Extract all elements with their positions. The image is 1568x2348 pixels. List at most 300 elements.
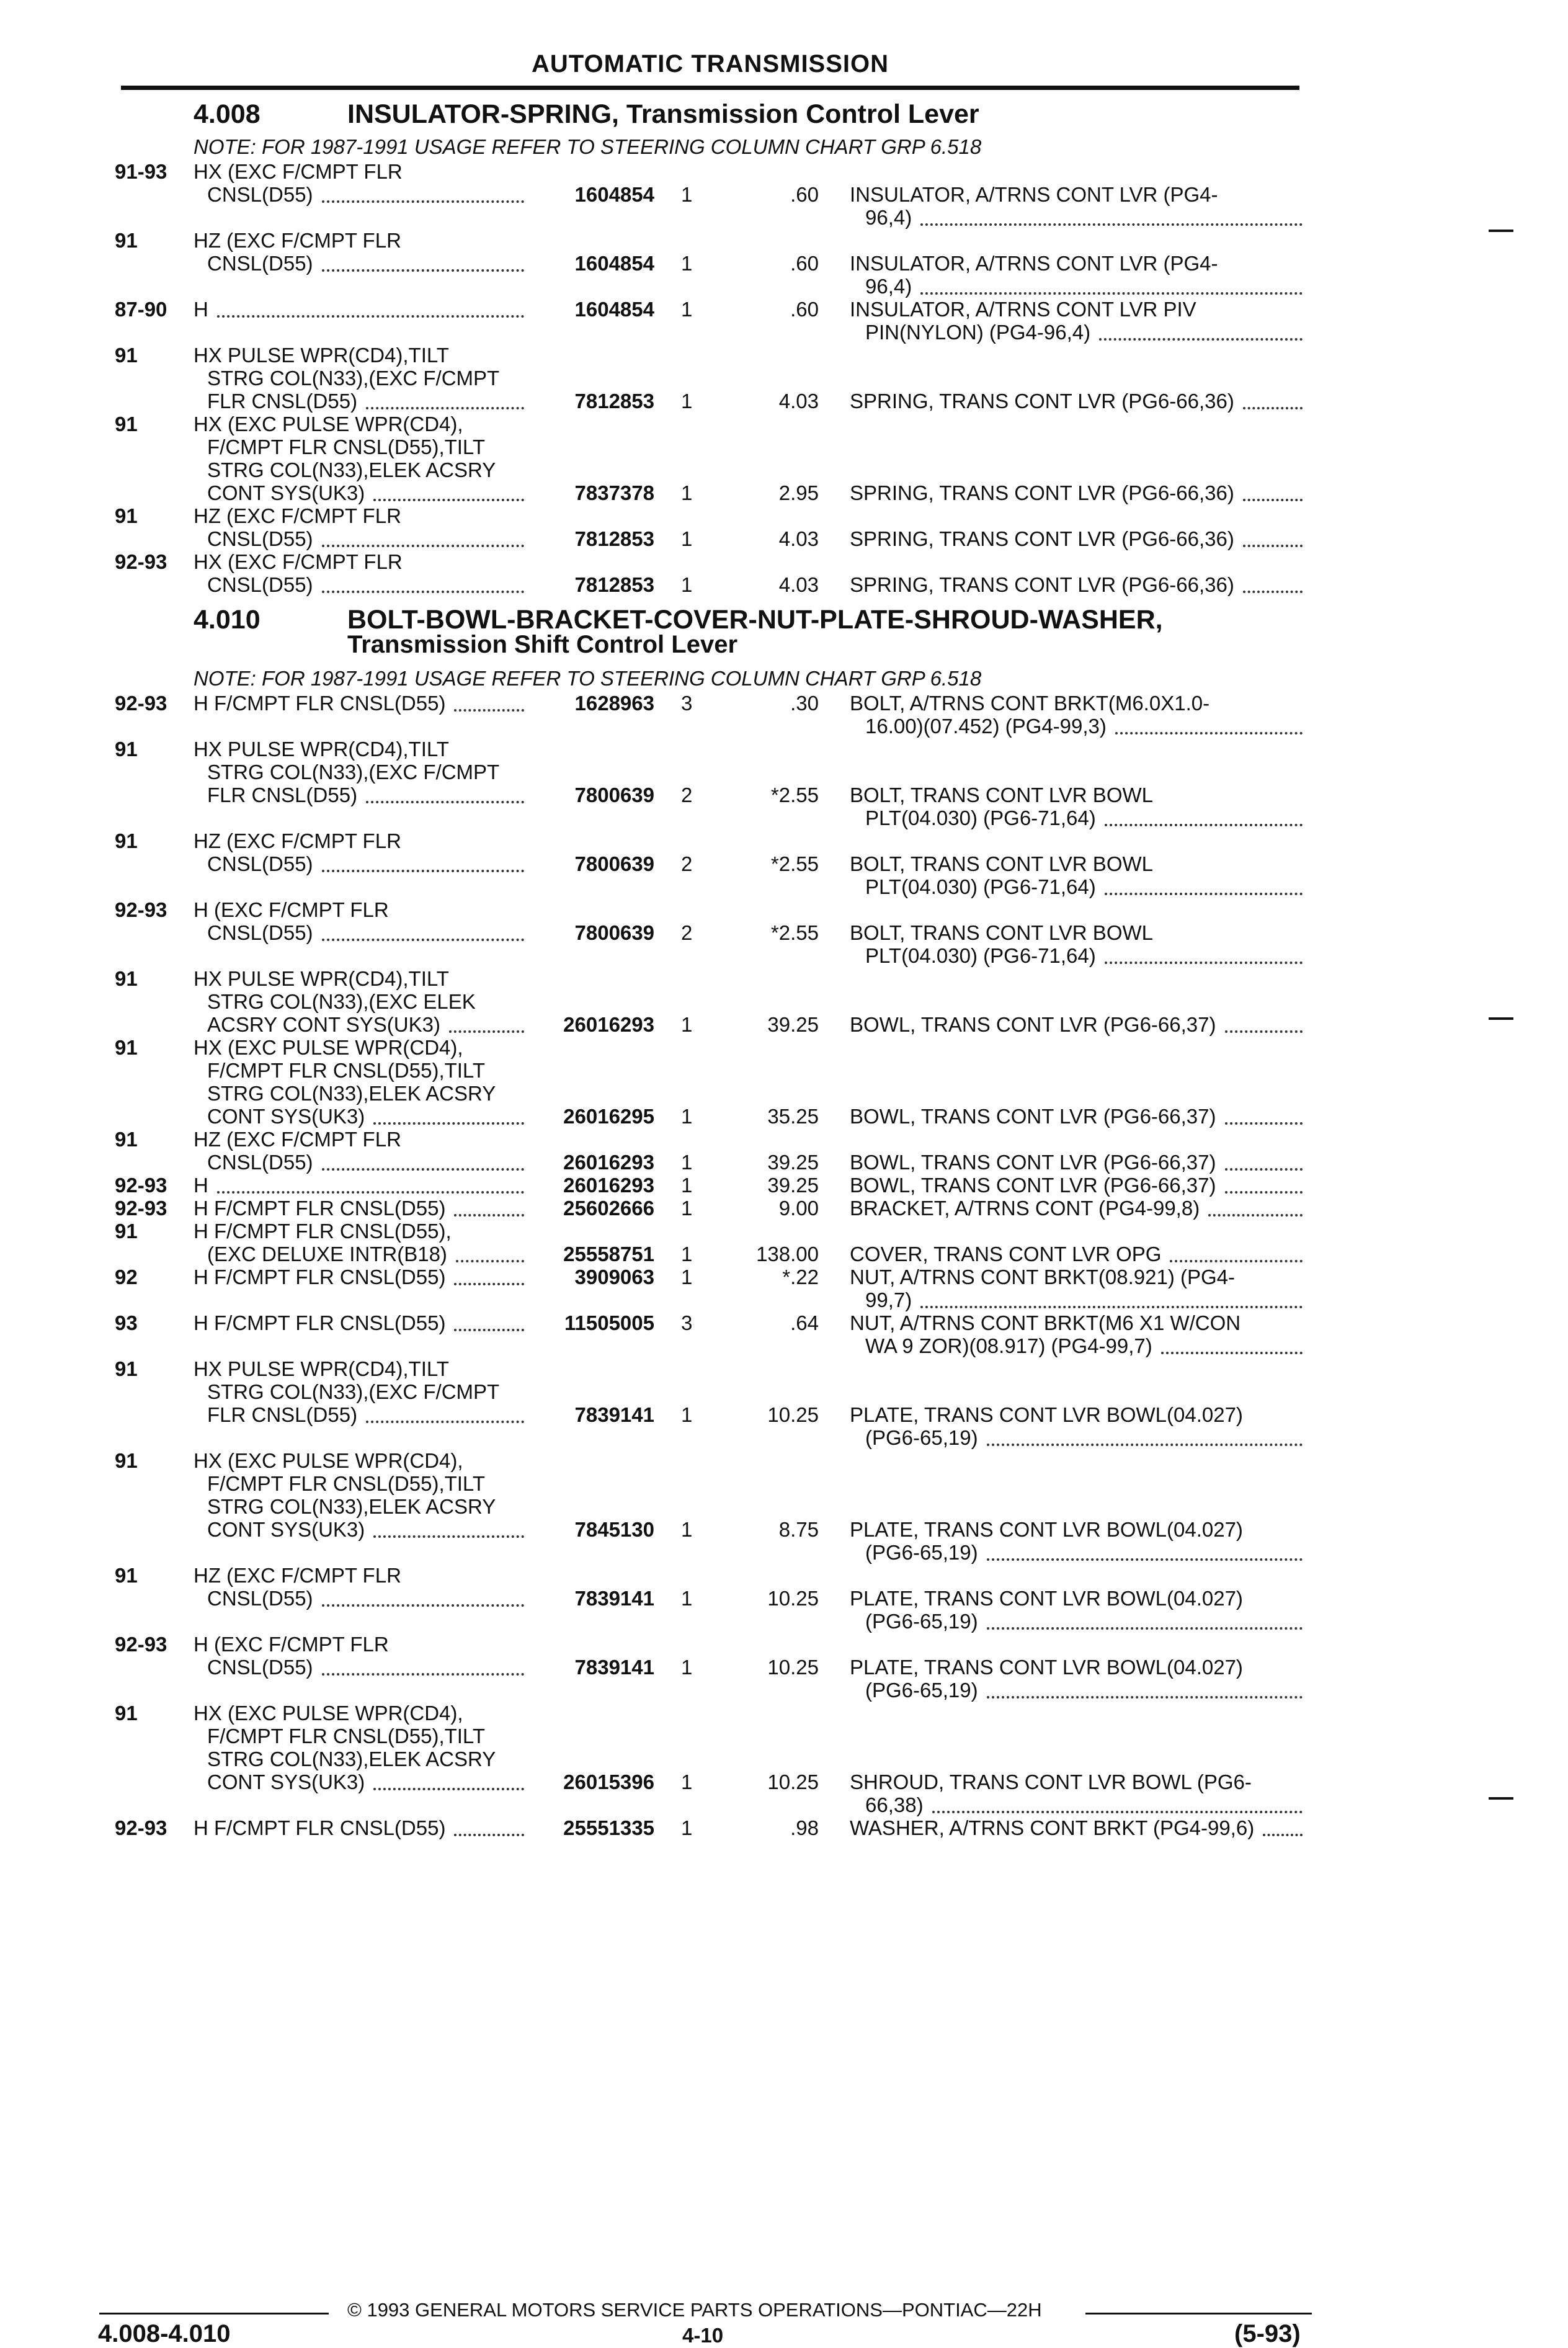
entry-line xyxy=(0,783,1568,806)
dot-leader xyxy=(987,1604,1303,1630)
dot-leader xyxy=(987,1535,1303,1561)
model-usage: H F/CMPT FLR CNSL(D55) xyxy=(194,1266,446,1288)
entry-line xyxy=(0,1426,1568,1449)
catalog-section xyxy=(0,605,1568,1839)
parts-entry xyxy=(0,692,1568,738)
section-note: NOTE: FOR 1987-1991 USAGE REFER TO STEERING COLUMN CHART GRP 6.518 xyxy=(194,667,982,690)
entry-line xyxy=(0,344,1568,367)
dot-leader xyxy=(454,1811,524,1836)
model-usage: CONT SYS(UK3) xyxy=(207,481,365,504)
parts-entry xyxy=(0,829,1568,898)
entry-line xyxy=(0,921,1568,944)
part-description: INSULATOR, A/TRNS CONT LVR PIV xyxy=(850,298,1196,321)
dot-leader xyxy=(322,1145,524,1171)
parts-entry xyxy=(0,1311,1568,1357)
entry-line xyxy=(0,390,1568,413)
parts-entry xyxy=(0,1220,1568,1266)
dot-leader xyxy=(1099,315,1303,341)
part-description: WA 9 ZOR)(08.917) (PG4-99,7) xyxy=(865,1334,1152,1357)
model-usage: H F/CMPT FLR CNSL(D55), xyxy=(194,1220,452,1243)
entry-line xyxy=(0,1266,1568,1288)
dot-leader xyxy=(1105,939,1303,964)
entry-line xyxy=(0,504,1568,527)
model-usage: HX PULSE WPR(CD4),TILT xyxy=(194,1357,449,1380)
section-heading xyxy=(0,605,1568,666)
dot-leader xyxy=(1225,1099,1303,1125)
price: 10.25 xyxy=(767,1656,819,1679)
part-description: SPRING, TRANS CONT LVR (PG6-66,36) xyxy=(850,573,1234,596)
quantity: 1 xyxy=(681,1197,693,1220)
part-description: BOWL, TRANS CONT LVR (PG6-66,37) xyxy=(850,1151,1216,1174)
dot-leader xyxy=(920,200,1303,226)
footer-date: (5-93) xyxy=(1234,2320,1301,2347)
model-usage: HZ (EXC F/CMPT FLR xyxy=(194,504,401,527)
part-number: 7839141 xyxy=(574,1403,654,1426)
model-year: 91 xyxy=(115,504,138,527)
parts-entry xyxy=(0,298,1568,344)
dot-leader xyxy=(1208,1191,1303,1216)
entry-line xyxy=(0,1564,1568,1587)
part-description: NUT, A/TRNS CONT BRKT(M6 X1 W/CON xyxy=(850,1311,1241,1334)
dot-leader xyxy=(1161,1329,1303,1354)
dot-leader xyxy=(366,778,524,803)
part-number: 7837378 xyxy=(574,481,654,504)
part-description: SPRING, TRANS CONT LVR (PG6-66,36) xyxy=(850,390,1234,413)
part-description: PLT(04.030) (PG6-71,64) xyxy=(865,875,1096,898)
model-year: 92-93 xyxy=(115,898,167,921)
part-description: BOWL, TRANS CONT LVR (PG6-66,37) xyxy=(850,1013,1216,1036)
part-description: (PG6-65,19) xyxy=(865,1610,978,1633)
model-usage: CNSL(D55) xyxy=(207,183,313,206)
entry-line xyxy=(0,1610,1568,1633)
part-number: 7800639 xyxy=(574,783,654,806)
quantity: 2 xyxy=(681,852,693,875)
model-usage: HZ (EXC F/CMPT FLR xyxy=(194,1564,401,1587)
model-year: 92-93 xyxy=(115,1816,167,1839)
margin-mark xyxy=(1489,230,1513,232)
price: .64 xyxy=(790,1311,819,1334)
entry-line xyxy=(0,413,1568,435)
model-usage: STRG COL(N33),ELEK ACSRY xyxy=(207,1082,496,1105)
dot-leader xyxy=(373,1099,524,1125)
parts-entry xyxy=(0,504,1568,550)
quantity: 1 xyxy=(681,527,693,550)
price: 10.25 xyxy=(767,1587,819,1610)
entry-line xyxy=(0,1357,1568,1380)
entry-line xyxy=(0,990,1568,1013)
model-usage: (EXC DELUXE INTR(B18) xyxy=(207,1243,447,1266)
part-description: (PG6-65,19) xyxy=(865,1679,978,1702)
dot-leader xyxy=(454,1191,524,1216)
parts-entry xyxy=(0,967,1568,1036)
model-usage: CNSL(D55) xyxy=(207,1151,313,1174)
model-year: 92-93 xyxy=(115,692,167,715)
price: 2.95 xyxy=(778,481,819,504)
model-usage: CNSL(D55) xyxy=(207,573,313,596)
model-usage: CNSL(D55) xyxy=(207,1587,313,1610)
quantity: 1 xyxy=(681,1151,693,1174)
dot-leader xyxy=(322,847,524,872)
entry-line xyxy=(0,160,1568,183)
quantity: 1 xyxy=(681,1403,693,1426)
page-title: AUTOMATIC TRANSMISSION xyxy=(531,50,889,78)
price: 10.25 xyxy=(767,1770,819,1793)
model-usage: HX (EXC PULSE WPR(CD4), xyxy=(194,1036,463,1059)
dot-leader xyxy=(454,686,524,712)
model-year: 91-93 xyxy=(115,160,167,183)
entry-line xyxy=(0,458,1568,481)
entry-line xyxy=(0,1197,1568,1220)
entry-line xyxy=(0,852,1568,875)
model-usage: CONT SYS(UK3) xyxy=(207,1518,365,1541)
part-number: 7800639 xyxy=(574,921,654,944)
entry-line xyxy=(0,1793,1568,1816)
model-year: 92-93 xyxy=(115,1174,167,1197)
parts-list xyxy=(0,692,1568,1839)
entry-line xyxy=(0,806,1568,829)
part-description: INSULATOR, A/TRNS CONT LVR (PG4- xyxy=(850,252,1218,275)
page-header xyxy=(121,48,1299,90)
dot-leader xyxy=(366,1398,524,1423)
part-description: (PG6-65,19) xyxy=(865,1426,978,1449)
model-usage: HZ (EXC F/CMPT FLR xyxy=(194,829,401,852)
dot-leader xyxy=(322,916,524,941)
price: 9.00 xyxy=(778,1197,819,1220)
entry-line xyxy=(0,761,1568,783)
model-usage: H (EXC F/CMPT FLR xyxy=(194,898,389,921)
part-number: 3909063 xyxy=(574,1266,654,1288)
part-description: WASHER, A/TRNS CONT BRKT (PG4-99,6) xyxy=(850,1816,1255,1839)
entry-line xyxy=(0,252,1568,275)
parts-list xyxy=(0,160,1568,596)
price: 4.03 xyxy=(778,390,819,413)
entry-line xyxy=(0,1403,1568,1426)
part-number: 7812853 xyxy=(574,573,654,596)
parts-entry xyxy=(0,1266,1568,1311)
dot-leader xyxy=(987,1673,1303,1699)
catalog-section xyxy=(0,99,1568,596)
footer-copyright: © 1993 GENERAL MOTORS SERVICE PARTS OPERATIONS—PONTIAC—22H xyxy=(347,2299,1042,2321)
part-description: PLATE, TRANS CONT LVR BOWL(04.027) xyxy=(850,1403,1243,1426)
model-year: 91 xyxy=(115,344,138,367)
model-year: 91 xyxy=(115,1036,138,1059)
model-usage: HZ (EXC F/CMPT FLR xyxy=(194,1128,401,1151)
parts-entry xyxy=(0,550,1568,596)
model-usage: H xyxy=(194,298,208,321)
model-year: 91 xyxy=(115,829,138,852)
part-number: 7800639 xyxy=(574,852,654,875)
model-year: 92-93 xyxy=(115,1197,167,1220)
margin-mark xyxy=(1489,1017,1513,1020)
model-usage: H (EXC F/CMPT FLR xyxy=(194,1633,389,1656)
dot-leader xyxy=(217,292,524,318)
section-note: NOTE: FOR 1987-1991 USAGE REFER TO STEERING COLUMN CHART GRP 6.518 xyxy=(194,135,982,158)
entry-line xyxy=(0,1128,1568,1151)
entry-line xyxy=(0,1059,1568,1082)
entry-line xyxy=(0,1311,1568,1334)
dot-leader xyxy=(987,1421,1303,1446)
part-description: PLATE, TRANS CONT LVR BOWL(04.027) xyxy=(850,1518,1243,1541)
dot-leader xyxy=(449,1007,524,1033)
parts-entry xyxy=(0,1357,1568,1449)
model-usage: H F/CMPT FLR CNSL(D55) xyxy=(194,1197,446,1220)
entry-line xyxy=(0,298,1568,321)
part-number: 1604854 xyxy=(574,183,654,206)
parts-entry xyxy=(0,1816,1568,1839)
entry-line xyxy=(0,1541,1568,1564)
model-usage: F/CMPT FLR CNSL(D55),TILT xyxy=(207,435,485,458)
part-number: 1604854 xyxy=(574,298,654,321)
part-description: BOWL, TRANS CONT LVR (PG6-66,37) xyxy=(850,1105,1216,1128)
entry-line xyxy=(0,321,1568,344)
model-year: 91 xyxy=(115,1449,138,1472)
quantity: 1 xyxy=(681,298,693,321)
price: .60 xyxy=(790,252,819,275)
parts-entry xyxy=(0,738,1568,829)
dot-leader xyxy=(1243,384,1303,409)
dot-leader xyxy=(1115,709,1303,734)
entry-line xyxy=(0,1518,1568,1541)
model-usage: ACSRY CONT SYS(UK3) xyxy=(207,1013,440,1036)
parts-entry xyxy=(0,1197,1568,1220)
entry-line xyxy=(0,1380,1568,1403)
dot-leader xyxy=(932,1788,1303,1813)
entry-line xyxy=(0,527,1568,550)
model-usage: CONT SYS(UK3) xyxy=(207,1770,365,1793)
model-usage: STRG COL(N33),ELEK ACSRY xyxy=(207,1495,496,1518)
part-description: SPRING, TRANS CONT LVR (PG6-66,36) xyxy=(850,481,1234,504)
dot-leader xyxy=(322,177,524,203)
model-usage: FLR CNSL(D55) xyxy=(207,390,358,413)
model-usage: H xyxy=(194,1174,208,1197)
dot-leader xyxy=(1225,1007,1303,1033)
part-description: BRACKET, A/TRNS CONT (PG4-99,8) xyxy=(850,1197,1200,1220)
entry-line xyxy=(0,1587,1568,1610)
dot-leader xyxy=(1243,476,1303,501)
dot-leader xyxy=(456,1237,524,1262)
part-description: (PG6-65,19) xyxy=(865,1541,978,1564)
parts-entry xyxy=(0,160,1568,229)
model-year: 91 xyxy=(115,1564,138,1587)
dot-leader xyxy=(373,1765,524,1790)
entry-line xyxy=(0,1495,1568,1518)
entry-line xyxy=(0,1288,1568,1311)
entry-line xyxy=(0,1243,1568,1266)
entry-line xyxy=(0,1105,1568,1128)
part-number: 1604854 xyxy=(574,252,654,275)
dot-leader xyxy=(366,384,524,409)
dot-leader xyxy=(322,568,524,593)
dot-leader xyxy=(322,1581,524,1607)
entry-line xyxy=(0,1013,1568,1036)
part-description: PIN(NYLON) (PG4-96,4) xyxy=(865,321,1091,344)
dot-leader xyxy=(1225,1145,1303,1171)
entry-line xyxy=(0,1725,1568,1748)
price: 4.03 xyxy=(778,527,819,550)
entry-line xyxy=(0,1770,1568,1793)
model-year: 91 xyxy=(115,413,138,435)
model-usage: CNSL(D55) xyxy=(207,252,313,275)
entry-line xyxy=(0,1174,1568,1197)
model-usage: STRG COL(N33),(EXC ELEK xyxy=(207,990,476,1013)
section-title: INSULATOR-SPRING, Transmission Control Lever xyxy=(347,99,979,129)
quantity: 1 xyxy=(681,1266,693,1288)
part-number: 7845130 xyxy=(574,1518,654,1541)
dot-leader xyxy=(373,476,524,501)
part-number: 7839141 xyxy=(574,1656,654,1679)
quantity: 2 xyxy=(681,783,693,806)
entry-line xyxy=(0,573,1568,596)
footer-rule-right xyxy=(1085,2313,1312,2315)
part-number: 26015396 xyxy=(563,1770,654,1793)
dot-leader xyxy=(1105,801,1303,826)
entry-line xyxy=(0,481,1568,504)
model-usage: CNSL(D55) xyxy=(207,1656,313,1679)
part-number: 25551335 xyxy=(563,1816,654,1839)
parts-entry xyxy=(0,1036,1568,1128)
parts-entry xyxy=(0,898,1568,967)
model-usage: H F/CMPT FLR CNSL(D55) xyxy=(194,1311,446,1334)
price: .30 xyxy=(790,692,819,715)
part-description: 99,7) xyxy=(865,1288,912,1311)
model-year: 91 xyxy=(115,738,138,761)
model-usage: F/CMPT FLR CNSL(D55),TILT xyxy=(207,1059,485,1082)
price: .60 xyxy=(790,298,819,321)
price: 138.00 xyxy=(756,1243,819,1266)
model-usage: STRG COL(N33),ELEK ACSRY xyxy=(207,458,496,481)
entry-line xyxy=(0,898,1568,921)
part-description: PLT(04.030) (PG6-71,64) xyxy=(865,806,1096,829)
quantity: 1 xyxy=(681,481,693,504)
part-description: PLATE, TRANS CONT LVR BOWL(04.027) xyxy=(850,1656,1243,1679)
entry-line xyxy=(0,435,1568,458)
footer-section-range: 4.008-4.010 xyxy=(98,2320,231,2347)
part-description: BOLT, TRANS CONT LVR BOWL xyxy=(850,852,1153,875)
entry-line xyxy=(0,1748,1568,1770)
entry-line xyxy=(0,829,1568,852)
quantity: 3 xyxy=(681,1311,693,1334)
model-year: 91 xyxy=(115,229,138,252)
model-usage: HZ (EXC F/CMPT FLR xyxy=(194,229,401,252)
part-number: 25602666 xyxy=(563,1197,654,1220)
part-number: 26016293 xyxy=(563,1174,654,1197)
part-description: 66,38) xyxy=(865,1793,924,1816)
model-usage: STRG COL(N33),(EXC F/CMPT xyxy=(207,1380,500,1403)
model-year: 92-93 xyxy=(115,1633,167,1656)
entry-line xyxy=(0,1449,1568,1472)
entry-line xyxy=(0,875,1568,898)
parts-entry xyxy=(0,344,1568,413)
part-number: 11505005 xyxy=(564,1311,654,1334)
quantity: 1 xyxy=(681,1013,693,1036)
quantity: 1 xyxy=(681,1105,693,1128)
quantity: 1 xyxy=(681,1518,693,1541)
quantity: 1 xyxy=(681,1656,693,1679)
price: 4.03 xyxy=(778,573,819,596)
margin-mark xyxy=(1489,1797,1513,1800)
parts-entry xyxy=(0,1174,1568,1197)
dot-leader xyxy=(1225,1168,1303,1194)
entry-line xyxy=(0,1334,1568,1357)
dot-leader xyxy=(920,1283,1303,1308)
dot-leader xyxy=(454,1306,524,1331)
model-usage: HX (EXC PULSE WPR(CD4), xyxy=(194,1702,463,1725)
part-number: 26016293 xyxy=(563,1151,654,1174)
quantity: 1 xyxy=(681,390,693,413)
parts-entry xyxy=(0,229,1568,298)
model-year: 93 xyxy=(115,1311,138,1334)
price: *2.55 xyxy=(770,921,819,944)
part-number: 7839141 xyxy=(574,1587,654,1610)
dot-leader xyxy=(1170,1237,1303,1262)
entry-line xyxy=(0,367,1568,390)
price: 39.25 xyxy=(767,1174,819,1197)
dot-leader xyxy=(1243,522,1303,547)
parts-entry xyxy=(0,413,1568,504)
parts-entry xyxy=(0,1128,1568,1174)
dot-leader xyxy=(322,246,524,272)
entry-line xyxy=(0,1656,1568,1679)
quantity: 1 xyxy=(681,1770,693,1793)
part-number: 26016295 xyxy=(563,1105,654,1128)
part-description: NUT, A/TRNS CONT BRKT(08.921) (PG4- xyxy=(850,1266,1236,1288)
section-number: 4.010 xyxy=(194,605,261,635)
quantity: 3 xyxy=(681,692,693,715)
part-description: 96,4) xyxy=(865,206,912,229)
part-description: INSULATOR, A/TRNS CONT LVR (PG4- xyxy=(850,183,1218,206)
entry-line xyxy=(0,967,1568,990)
price: *2.55 xyxy=(770,783,819,806)
price: *.22 xyxy=(782,1266,819,1288)
dot-leader xyxy=(1243,568,1303,593)
part-number: 1628963 xyxy=(574,692,654,715)
quantity: 1 xyxy=(681,573,693,596)
part-number: 25558751 xyxy=(563,1243,654,1266)
model-usage: HX (EXC F/CMPT FLR xyxy=(194,550,403,573)
model-usage: F/CMPT FLR CNSL(D55),TILT xyxy=(207,1472,485,1495)
parts-entry xyxy=(0,1633,1568,1702)
part-description: 16.00)(07.452) (PG4-99,3) xyxy=(865,715,1107,738)
model-year: 91 xyxy=(115,967,138,990)
entry-line xyxy=(0,229,1568,252)
dot-leader xyxy=(1105,870,1303,895)
model-usage: HX (EXC PULSE WPR(CD4), xyxy=(194,413,463,435)
part-description: BOLT, TRANS CONT LVR BOWL xyxy=(850,921,1153,944)
model-usage: CNSL(D55) xyxy=(207,852,313,875)
dot-leader xyxy=(454,1260,524,1285)
model-usage: H F/CMPT FLR CNSL(D55) xyxy=(194,692,446,715)
dot-leader xyxy=(322,522,524,547)
model-usage: FLR CNSL(D55) xyxy=(207,1403,358,1426)
entry-line xyxy=(0,944,1568,967)
dot-leader xyxy=(1263,1811,1303,1836)
quantity: 1 xyxy=(681,1816,693,1839)
entry-line xyxy=(0,1679,1568,1702)
quantity: 1 xyxy=(681,252,693,275)
model-year: 91 xyxy=(115,1702,138,1725)
quantity: 2 xyxy=(681,921,693,944)
model-usage: STRG COL(N33),(EXC F/CMPT xyxy=(207,761,500,783)
model-usage: HX PULSE WPR(CD4),TILT xyxy=(194,344,449,367)
model-usage: HX PULSE WPR(CD4),TILT xyxy=(194,738,449,761)
part-description: SPRING, TRANS CONT LVR (PG6-66,36) xyxy=(850,527,1234,550)
model-year: 87-90 xyxy=(115,298,167,321)
dot-leader xyxy=(322,1650,524,1676)
parts-entry xyxy=(0,1449,1568,1564)
price: 39.25 xyxy=(767,1151,819,1174)
entry-line xyxy=(0,550,1568,573)
dot-leader xyxy=(920,269,1303,295)
